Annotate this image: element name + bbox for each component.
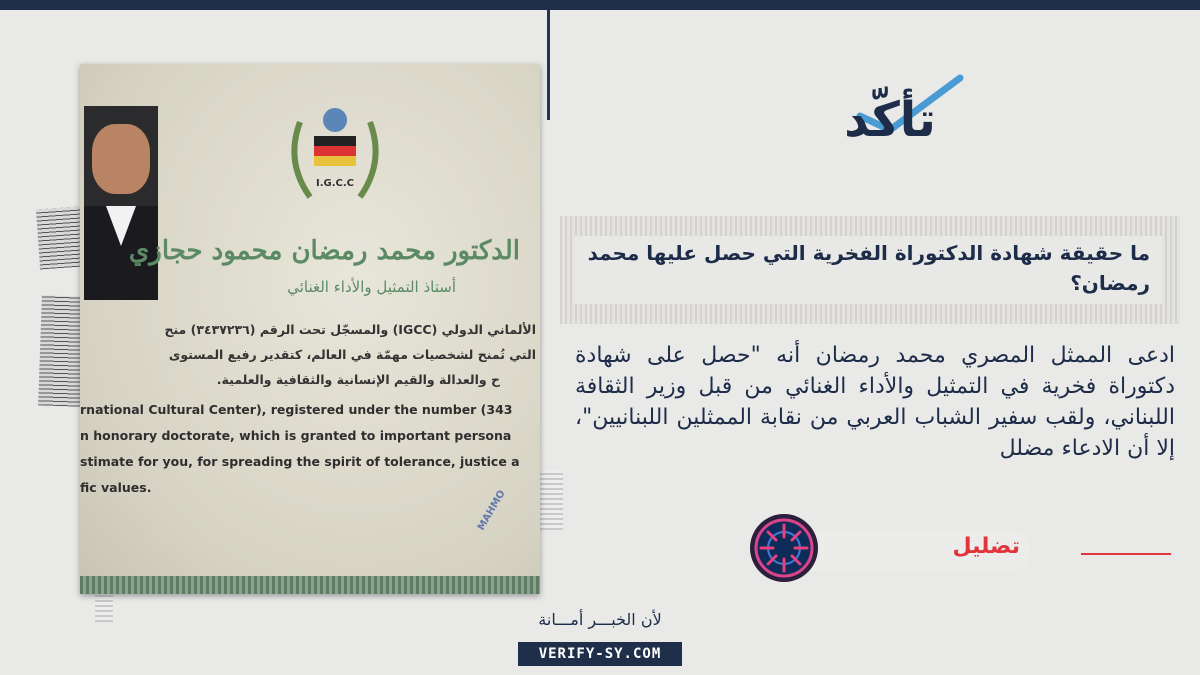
certificate-title: أستاذ التمثيل والأداء الغنائي: [287, 278, 456, 296]
newspaper-scrap: [36, 207, 84, 270]
divider-line: [547, 10, 550, 120]
newspaper-scrap: [95, 592, 113, 622]
certificate-english-line: n honorary doctorate, which is granted to important persona: [80, 428, 512, 443]
certificate-arabic-line: التي تُمنح لشخصيات مهمّة في العالم، كتقدير رفيع المستوى: [168, 347, 536, 362]
verdict-label: تضليل: [952, 534, 1020, 559]
top-bar: [0, 0, 1200, 10]
verdict-badge-icon: [749, 513, 819, 583]
tagline: لأن الخبـــر أمـــانة: [538, 610, 662, 629]
emblem-label: I.G.C.C: [315, 178, 355, 189]
certificate-arabic-line: ح والعدالة والقيم الإنسانية والثقافية والعلمية.: [216, 372, 500, 387]
certificate-image: [80, 64, 540, 594]
certificate-english-line: fic values.: [80, 480, 152, 495]
igcc-emblem-icon: [280, 82, 390, 222]
certificate-border: [80, 576, 540, 594]
certificate-english-line: rnational Cultural Center), registered under the number (343: [80, 402, 513, 417]
website-link[interactable]: VERIFY-SY.COM: [518, 642, 682, 666]
certificate-name: الدكتور محمد رمضان محمود حجازي: [128, 236, 520, 266]
portrait-photo: [84, 106, 158, 300]
newspaper-scrap: [38, 295, 84, 406]
verdict-line: [1081, 553, 1171, 555]
claim-text: ادعى الممثل المصري محمد رمضان أنه "حصل على شهادة دكتوراة فخرية في التمثيل والأداء الغنائي من قبل وزير الثقافة اللبناني، ولقب سفير الشباب العربي من نقابة الممثلين اللبنانيين"، إلا أن الادعاء مضلل: [575, 343, 1175, 461]
certificate-arabic-line: الألماني الدولي (IGCC) والمسجّل تحت الرقم (٣٤٣٧٢٣٦) منح: [164, 322, 536, 337]
stamp-mark: MAHMO: [475, 488, 508, 533]
logo-text: تأكّد: [844, 92, 936, 148]
certificate-english-line: stimate for you, for spreading the spirit of tolerance, justice a: [80, 454, 520, 469]
headline: ما حقيقة شهادة الدكتوراة الفخرية التي حصل عليها محمد رمضان؟: [587, 241, 1150, 295]
